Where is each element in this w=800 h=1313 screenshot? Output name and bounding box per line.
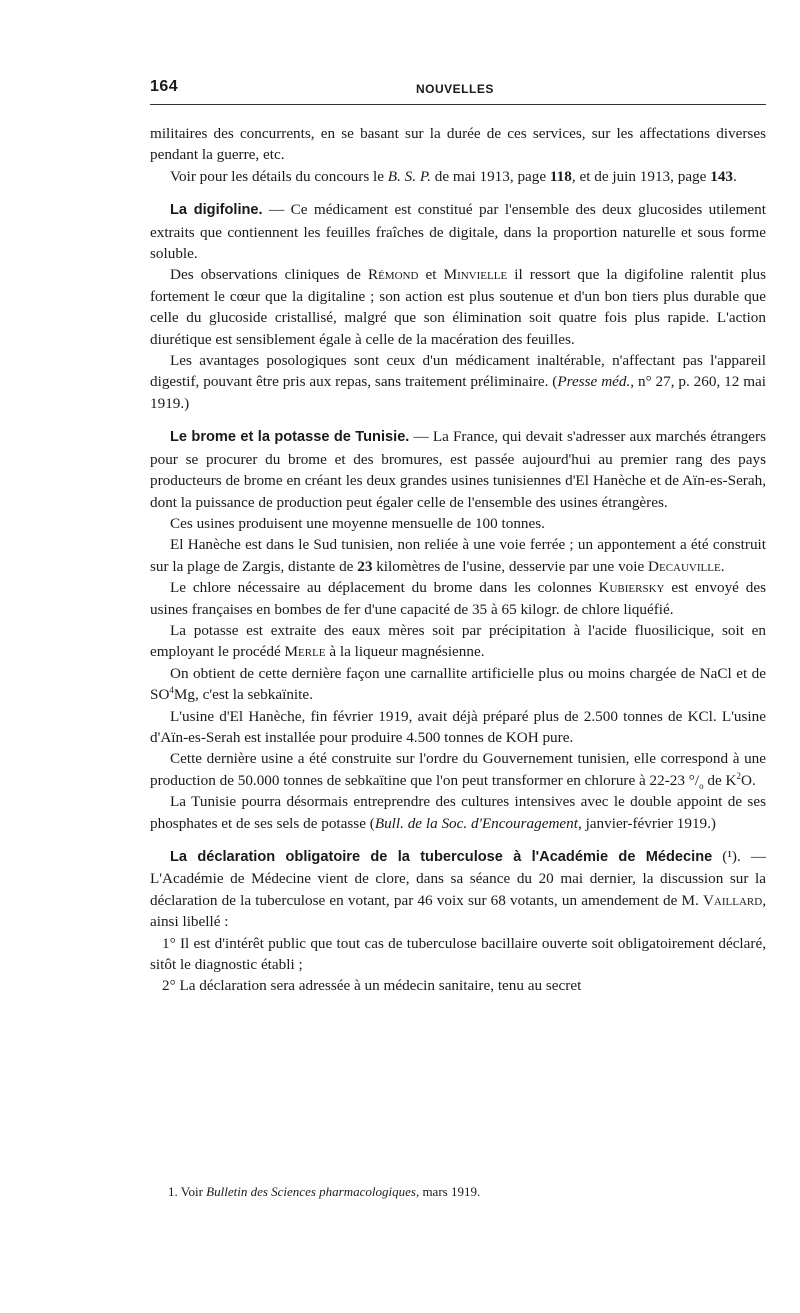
paragraph-brome-gouvernement: [150, 748, 766, 791]
paragraph-concours-ref: [150, 166, 766, 187]
distance-value: 23: [357, 557, 373, 575]
running-head: NOUVELLES: [416, 82, 494, 96]
text-span: — L'Académie de Médecine vient de clore, dans sa séance du 20 mai dernier, la discussion sur la déclaration de la tuberculose en votant, par 46 voix sur 68 votants, un amendement de M.: [150, 848, 766, 909]
paragraph-brome-carnallite: [150, 663, 766, 706]
text-span: Mg, c'est la sebkaïnite.: [173, 686, 313, 704]
journal-ref: B. S. P.: [387, 167, 431, 185]
paragraph-text: — La France, qui devait s'adresser aux marchés étrangers pour se procurer du brome et des bromures, est passée aujourd'hui au premier rang des pays producteurs de brome en créant les deux grandes usines tunisiennes d'El Hanèche et de Aïn-es-Serah, dont la puissance de production peut égaler celle de l'ensemble des usines étrangères.: [150, 428, 767, 511]
page-ref: 143: [710, 167, 733, 185]
journal-ref: Bull. de la Soc. d'Encouragement: [374, 814, 578, 832]
page-number: 164: [150, 78, 179, 95]
text-span: Voir pour les détails du concours le: [170, 167, 384, 185]
list-item-text: 2° La déclaration sera adressée à un médecin sanitaire, tenu au secret: [162, 977, 582, 995]
text-span: de mai 1913, page: [434, 167, 547, 185]
text-span: il ressort que la digifoline ralentit plus fortement le cœur que la digitaline ; son action est plus soutenue et d'un bon tiers plus durable que celle du glucoside cristallisé, malgré que son élimination soit quatre fois plus rapide. L'action diurétique est sensiblement égale à celle de la macération des feuilles.: [150, 266, 767, 348]
section-brome: [150, 426, 766, 834]
paragraph-digifoline-observations: [150, 264, 766, 350]
paragraph-brome-tunisie: [150, 791, 766, 834]
text-span: , n° 27, p. 260, 12 mai 1919.): [150, 373, 766, 412]
paragraph-brome-haneche: [150, 534, 766, 577]
text-span: kilomètres de l'usine, desservie par une voie: [376, 557, 645, 575]
paragraph-brome-intro: [150, 426, 766, 513]
journal-ref: Bulletin des Sciences pharmacologiques: [206, 1184, 416, 1199]
paragraph-text: — Ce médicament est constitué par l'ensemble des deux glucosides utilement extraits que contiennent les feuilles fraîches de digitale, dans la proportion naturelle et sous forme soluble.: [150, 201, 766, 263]
paragraph-brome-chlore: [150, 577, 766, 620]
section-tuberculose: [150, 846, 766, 997]
text-span: de K: [707, 771, 737, 789]
text-span: Les avantages posologiques sont ceux d'un médicament inaltérable, n'affectant pas l'appareil digestif, pouvant être pris aux repas, sans traitement préliminaire. (: [150, 352, 766, 391]
body-text: [150, 123, 766, 997]
text-span: Voir: [180, 1184, 203, 1199]
paragraph-brome-usines: [150, 706, 766, 749]
text-span: à la liqueur magnésienne.: [329, 643, 485, 661]
list-item: [150, 975, 766, 996]
footnote: [168, 1184, 480, 1200]
proper-name: Kubiersky: [598, 579, 665, 597]
text-span: .: [733, 167, 737, 185]
journal-ref: Presse méd.: [557, 373, 631, 391]
section-digifoline: [150, 199, 766, 414]
paragraph-text: L'usine d'El Hanèche, fin février 1919, avait déjà préparé plus de 2.500 tonnes de KCl. L'usine d'Aïn-es-Serah est installée pour produire 4.500 tonnes de KOH pure.: [150, 707, 766, 746]
superscript: 4: [169, 685, 174, 696]
header-rule: [150, 104, 766, 105]
paragraph-text: Ces usines produisent une moyenne mensuelle de 100 tonnes.: [170, 514, 545, 532]
list-item-text: 1° Il est d'intérêt public que tout cas de tuberculose bacillaire ouverte soit obligatoirement déclaré, sitôt le diagnostic établi ;: [150, 934, 766, 974]
section-title: La digifoline.: [170, 202, 263, 219]
text-span: Le chlore nécessaire au déplacement du brome dans les colonnes: [170, 579, 592, 597]
text-span: O.: [741, 771, 756, 789]
superscript: 2: [736, 770, 741, 781]
section-title: La déclaration obligatoire de la tuberculose à l'Académie de Médecine: [170, 849, 713, 865]
paragraph-brome-production: [150, 513, 766, 534]
text-span: et: [425, 266, 437, 284]
footnote-marker: (¹).: [722, 848, 741, 865]
page-ref: 118: [549, 167, 572, 185]
subscript: o: [699, 780, 704, 791]
paragraph-tuberculose-intro: [150, 846, 766, 933]
proper-name: Vaillard: [702, 891, 763, 909]
author-name: Minvielle: [443, 266, 508, 284]
paragraph-continuation: [150, 123, 766, 166]
text-span: est envoyé des usines françaises en bombes de fer d'une capacité de 35 à 65 kilogr. de chlore liquéfié.: [150, 579, 766, 618]
text-span: La Tunisie pourra désormais entreprendre des cultures intensives avec le double appoint de ses phosphates et de ses sels de potasse (: [150, 793, 766, 832]
text-span: El Hanèche est dans le Sud tunisien, non reliée à une voie ferrée ; un appontement a été construit sur la plage de Zargis, distante de: [150, 536, 766, 575]
section-title: Le brome et la potasse de Tunisie.: [170, 429, 410, 446]
text-span: , et de juin 1913, page: [571, 167, 707, 185]
text-span: , mars 1919.: [415, 1184, 481, 1199]
paragraph-brome-potasse: [150, 620, 766, 663]
text-span: On obtient de cette dernière façon une carnallite artificielle plus ou moins chargée de NaCl et de SO: [150, 664, 766, 704]
proper-name: Decauville: [648, 557, 721, 575]
text-span: Des observations cliniques de: [170, 266, 361, 284]
page-header: [150, 74, 766, 96]
text-span: .: [720, 557, 725, 575]
paragraph-digifoline-avantages: [150, 350, 766, 414]
paragraph-text: militaires des concurrents, en se basant sur la durée de ces services, sur les affectations diverses pendant la guerre, etc.: [150, 125, 766, 164]
paragraph-digifoline-intro: [150, 199, 766, 264]
text-span: La potasse est extraite des eaux mères soit par précipitation à l'acide fluosilicique, soit en employant le procédé: [150, 621, 766, 661]
text-span: , janvier-février 1919.): [577, 814, 716, 832]
list-item: [150, 933, 766, 976]
author-name: Rémond: [367, 266, 419, 284]
text-span: Cette dernière usine a été construite sur l'ordre du Gouvernement tunisien, elle correspond à une production de 50.000 tonnes de sebkaïtine que l'on peut transformer en chlorure à 22-23 °/: [150, 750, 766, 789]
text-span: , ainsi libellé :: [150, 891, 766, 931]
proper-name: Merle: [284, 643, 326, 661]
footnote-number: 1.: [168, 1184, 178, 1199]
